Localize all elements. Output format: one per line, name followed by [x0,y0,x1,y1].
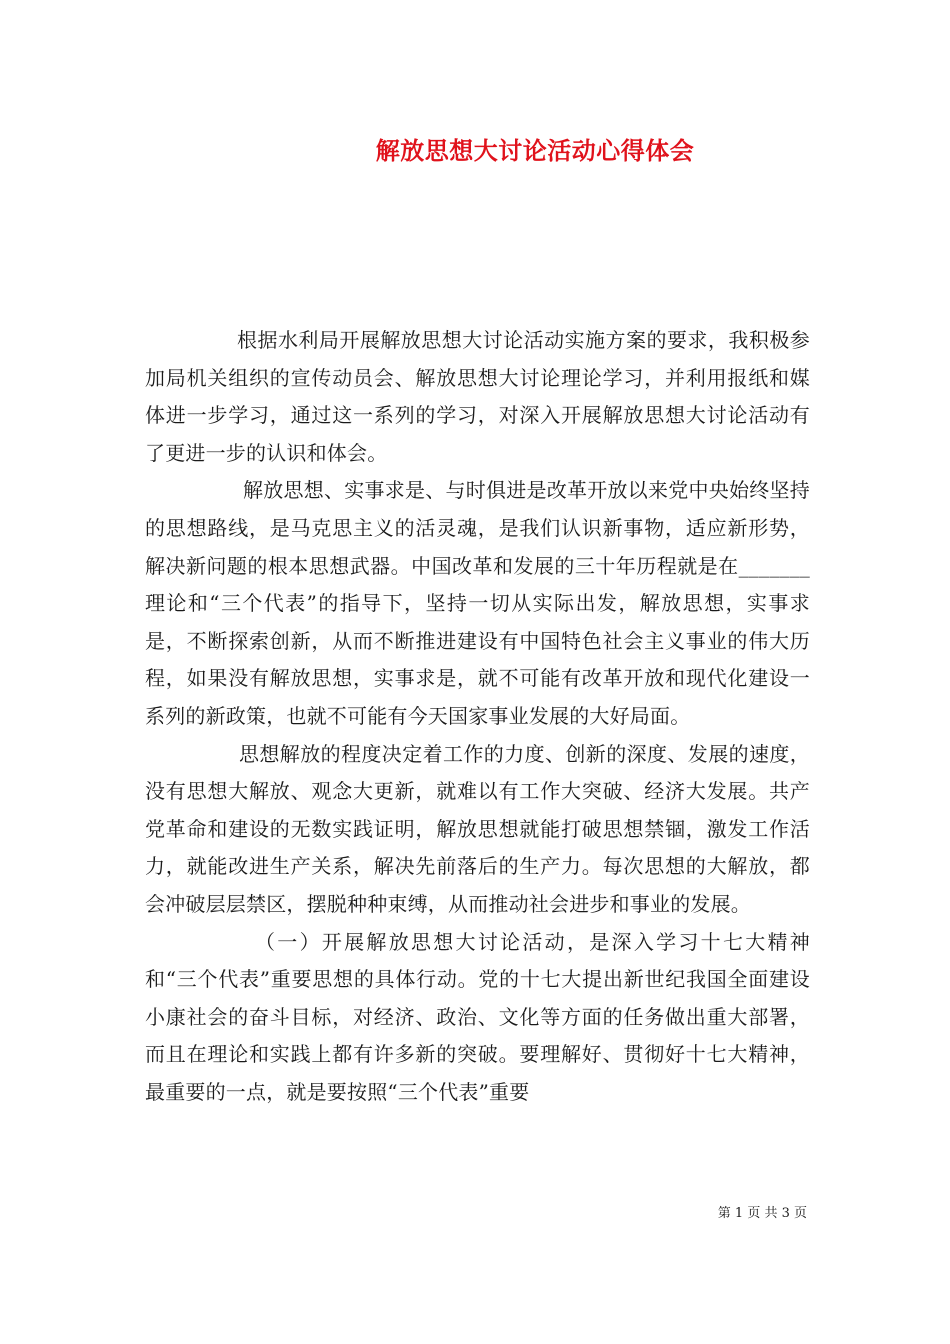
paragraph-2: 解放思想、实事求是、与时俱进是改革开放以来党中央始终坚持的思想路线，是马克思主义的活灵魂，是我们认识新事物，适应新形势，解决新问题的根本思想武器。中国改革和发展的三十年历程就是在_______理论和“三个代表”的指导下，坚持一切从实际出发，解放思想，实事求是，不断探索创新，从而不断推进建设有中国特色社会主义事业的伟大历程，如果没有解放思想，实事求是，就不可能有改革开放和现代化建设一系列的新政策，也就不可能有今天国家事业发展的大好局面。 [145,478,810,728]
paragraph-4: （一）开展解放思想大讨论活动，是深入学习十七大精神和“三个代表”重要思想的具体行动。党的十七大提出新世纪我国全面建设小康社会的奋斗目标，对经济、政治、文化等方面的任务做出重大部署，而且在理论和实践上都有许多新的突破。要理解好、贯彻好十七大精神，最重要的一点，就是要按照“三个代表”重要 [145,929,810,1104]
document-title: 解放思想大讨论活动心得体会 [375,136,695,165]
paragraph-3: 思想解放的程度决定着工作的力度、创新的深度、发展的速度，没有思想大解放、观念大更新，就难以有工作大突破、经济大发展。共产党革命和建设的无数实践证明，解放思想就能打破思想禁锢，激发工作活力，就能改进生产关系，解决先前落后的生产力。每次思想的大解放，都会冲破层层禁区，摆脱种种束缚，从而推动社会进步和事业的发展。 [145,741,810,916]
paragraph-1: 根据水利局开展解放思想大讨论活动实施方案的要求，我积极参加局机关组织的宣传动员会、解放思想大讨论理论学习，并利用报纸和媒体进一步学习，通过这一系列的学习，对深入开展解放思想大讨论活动有了更进一步的认识和体会。 [145,328,810,465]
page-number-footer: 第 1 页 共 3 页 [717,1206,807,1221]
document-body [145,322,810,1111]
